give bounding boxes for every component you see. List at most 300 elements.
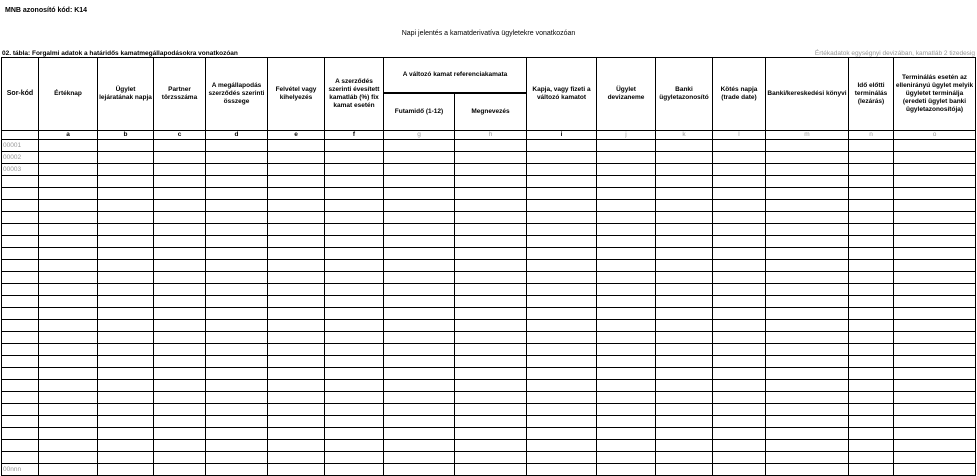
data-cell[interactable]	[206, 440, 268, 452]
data-cell[interactable]	[894, 440, 976, 452]
data-cell[interactable]	[656, 464, 713, 476]
data-cell[interactable]	[597, 224, 656, 236]
data-cell[interactable]	[268, 272, 325, 284]
data-cell[interactable]	[268, 236, 325, 248]
data-cell[interactable]	[894, 452, 976, 464]
data-cell[interactable]	[384, 164, 455, 176]
data-cell[interactable]	[766, 428, 849, 440]
data-cell[interactable]	[39, 404, 98, 416]
data-cell[interactable]	[154, 392, 206, 404]
data-cell[interactable]	[98, 320, 154, 332]
data-cell[interactable]	[206, 308, 268, 320]
data-cell[interactable]	[98, 140, 154, 152]
data-cell[interactable]	[384, 440, 455, 452]
data-cell[interactable]	[713, 464, 766, 476]
data-cell[interactable]	[39, 212, 98, 224]
data-cell[interactable]	[527, 272, 597, 284]
data-cell[interactable]	[455, 332, 527, 344]
data-cell[interactable]	[597, 176, 656, 188]
data-cell[interactable]	[98, 164, 154, 176]
data-cell[interactable]	[455, 392, 527, 404]
data-cell[interactable]	[894, 248, 976, 260]
data-cell[interactable]	[154, 428, 206, 440]
data-cell[interactable]	[98, 224, 154, 236]
data-cell[interactable]	[597, 164, 656, 176]
data-cell[interactable]	[849, 344, 894, 356]
data-cell[interactable]	[656, 176, 713, 188]
data-cell[interactable]	[325, 284, 384, 296]
data-cell[interactable]	[154, 296, 206, 308]
data-cell[interactable]	[206, 356, 268, 368]
data-cell[interactable]	[766, 212, 849, 224]
data-cell[interactable]	[154, 416, 206, 428]
data-cell[interactable]	[713, 308, 766, 320]
data-cell[interactable]	[766, 356, 849, 368]
data-cell[interactable]	[154, 332, 206, 344]
data-cell[interactable]	[325, 308, 384, 320]
data-cell[interactable]	[154, 284, 206, 296]
data-cell[interactable]	[713, 284, 766, 296]
data-cell[interactable]	[527, 428, 597, 440]
data-cell[interactable]	[98, 428, 154, 440]
data-cell[interactable]	[154, 236, 206, 248]
data-cell[interactable]	[384, 188, 455, 200]
data-cell[interactable]	[849, 236, 894, 248]
data-cell[interactable]	[713, 356, 766, 368]
data-cell[interactable]	[39, 368, 98, 380]
data-cell[interactable]	[455, 428, 527, 440]
data-cell[interactable]	[766, 176, 849, 188]
data-cell[interactable]	[206, 368, 268, 380]
data-cell[interactable]	[656, 332, 713, 344]
data-cell[interactable]	[384, 296, 455, 308]
data-cell[interactable]	[206, 188, 268, 200]
data-cell[interactable]	[713, 440, 766, 452]
data-cell[interactable]	[39, 464, 98, 476]
data-cell[interactable]	[597, 404, 656, 416]
data-cell[interactable]	[39, 188, 98, 200]
data-cell[interactable]	[384, 284, 455, 296]
data-cell[interactable]	[849, 440, 894, 452]
data-cell[interactable]	[849, 296, 894, 308]
data-cell[interactable]	[766, 344, 849, 356]
data-cell[interactable]	[39, 272, 98, 284]
data-cell[interactable]	[766, 368, 849, 380]
data-cell[interactable]	[268, 464, 325, 476]
data-cell[interactable]	[98, 404, 154, 416]
data-cell[interactable]	[894, 140, 976, 152]
data-cell[interactable]	[325, 320, 384, 332]
data-cell[interactable]	[849, 224, 894, 236]
data-cell[interactable]	[455, 344, 527, 356]
data-cell[interactable]	[849, 308, 894, 320]
data-cell[interactable]	[268, 284, 325, 296]
data-cell[interactable]	[849, 416, 894, 428]
data-cell[interactable]	[766, 284, 849, 296]
data-cell[interactable]	[455, 296, 527, 308]
data-cell[interactable]	[656, 308, 713, 320]
data-cell[interactable]	[894, 332, 976, 344]
data-cell[interactable]	[268, 188, 325, 200]
data-cell[interactable]	[206, 284, 268, 296]
data-cell[interactable]	[656, 224, 713, 236]
data-cell[interactable]	[713, 320, 766, 332]
data-cell[interactable]	[39, 176, 98, 188]
data-cell[interactable]	[597, 392, 656, 404]
data-cell[interactable]	[527, 188, 597, 200]
data-cell[interactable]	[206, 152, 268, 164]
data-cell[interactable]	[98, 464, 154, 476]
data-cell[interactable]	[206, 296, 268, 308]
data-cell[interactable]	[384, 452, 455, 464]
data-cell[interactable]	[713, 368, 766, 380]
data-cell[interactable]	[39, 452, 98, 464]
data-cell[interactable]	[98, 332, 154, 344]
data-cell[interactable]	[98, 212, 154, 224]
data-cell[interactable]	[766, 248, 849, 260]
data-cell[interactable]	[455, 452, 527, 464]
data-cell[interactable]	[384, 272, 455, 284]
data-cell[interactable]	[766, 152, 849, 164]
data-cell[interactable]	[597, 440, 656, 452]
data-cell[interactable]	[325, 452, 384, 464]
data-cell[interactable]	[39, 320, 98, 332]
data-cell[interactable]	[98, 200, 154, 212]
data-cell[interactable]	[527, 152, 597, 164]
data-cell[interactable]	[98, 188, 154, 200]
data-cell[interactable]	[766, 440, 849, 452]
data-cell[interactable]	[384, 236, 455, 248]
data-cell[interactable]	[656, 260, 713, 272]
data-cell[interactable]	[154, 188, 206, 200]
data-cell[interactable]	[268, 392, 325, 404]
data-cell[interactable]	[766, 380, 849, 392]
data-cell[interactable]	[766, 464, 849, 476]
data-cell[interactable]	[656, 416, 713, 428]
data-cell[interactable]	[268, 260, 325, 272]
data-cell[interactable]	[713, 392, 766, 404]
data-cell[interactable]	[154, 152, 206, 164]
data-cell[interactable]	[527, 404, 597, 416]
data-cell[interactable]	[325, 200, 384, 212]
data-cell[interactable]	[206, 392, 268, 404]
data-cell[interactable]	[268, 368, 325, 380]
data-cell[interactable]	[455, 308, 527, 320]
data-cell[interactable]	[597, 200, 656, 212]
data-cell[interactable]	[268, 380, 325, 392]
data-cell[interactable]	[713, 332, 766, 344]
data-cell[interactable]	[455, 200, 527, 212]
data-cell[interactable]	[894, 428, 976, 440]
data-cell[interactable]	[206, 200, 268, 212]
data-cell[interactable]	[268, 152, 325, 164]
data-cell[interactable]	[39, 308, 98, 320]
data-cell[interactable]	[766, 392, 849, 404]
data-cell[interactable]	[455, 212, 527, 224]
data-cell[interactable]	[455, 464, 527, 476]
data-cell[interactable]	[325, 464, 384, 476]
data-cell[interactable]	[849, 200, 894, 212]
data-cell[interactable]	[325, 176, 384, 188]
data-cell[interactable]	[325, 332, 384, 344]
data-cell[interactable]	[597, 416, 656, 428]
data-cell[interactable]	[894, 152, 976, 164]
data-cell[interactable]	[713, 164, 766, 176]
data-cell[interactable]	[656, 356, 713, 368]
data-cell[interactable]	[39, 392, 98, 404]
data-cell[interactable]	[268, 320, 325, 332]
data-cell[interactable]	[206, 320, 268, 332]
data-cell[interactable]	[98, 284, 154, 296]
data-cell[interactable]	[268, 248, 325, 260]
data-cell[interactable]	[849, 392, 894, 404]
data-cell[interactable]	[766, 308, 849, 320]
data-cell[interactable]	[206, 224, 268, 236]
data-cell[interactable]	[766, 224, 849, 236]
data-cell[interactable]	[455, 356, 527, 368]
data-cell[interactable]	[656, 296, 713, 308]
data-cell[interactable]	[206, 428, 268, 440]
data-cell[interactable]	[597, 308, 656, 320]
data-cell[interactable]	[527, 356, 597, 368]
data-cell[interactable]	[849, 152, 894, 164]
data-cell[interactable]	[325, 224, 384, 236]
data-cell[interactable]	[597, 188, 656, 200]
data-cell[interactable]	[384, 212, 455, 224]
data-cell[interactable]	[527, 176, 597, 188]
data-cell[interactable]	[713, 260, 766, 272]
data-cell[interactable]	[98, 152, 154, 164]
data-cell[interactable]	[268, 332, 325, 344]
data-cell[interactable]	[597, 452, 656, 464]
data-cell[interactable]	[849, 248, 894, 260]
data-cell[interactable]	[154, 200, 206, 212]
data-cell[interactable]	[656, 284, 713, 296]
data-cell[interactable]	[766, 296, 849, 308]
data-cell[interactable]	[849, 380, 894, 392]
data-cell[interactable]	[206, 380, 268, 392]
data-cell[interactable]	[656, 188, 713, 200]
data-cell[interactable]	[455, 380, 527, 392]
data-cell[interactable]	[597, 296, 656, 308]
data-cell[interactable]	[656, 344, 713, 356]
data-cell[interactable]	[455, 260, 527, 272]
data-cell[interactable]	[268, 416, 325, 428]
data-cell[interactable]	[656, 320, 713, 332]
data-cell[interactable]	[713, 452, 766, 464]
data-cell[interactable]	[713, 248, 766, 260]
data-cell[interactable]	[455, 236, 527, 248]
data-cell[interactable]	[154, 320, 206, 332]
data-cell[interactable]	[656, 404, 713, 416]
data-cell[interactable]	[206, 176, 268, 188]
data-cell[interactable]	[268, 200, 325, 212]
data-cell[interactable]	[849, 284, 894, 296]
data-cell[interactable]	[766, 404, 849, 416]
data-cell[interactable]	[713, 152, 766, 164]
data-cell[interactable]	[597, 332, 656, 344]
data-cell[interactable]	[597, 344, 656, 356]
data-cell[interactable]	[206, 140, 268, 152]
data-cell[interactable]	[39, 380, 98, 392]
data-cell[interactable]	[325, 380, 384, 392]
data-cell[interactable]	[268, 176, 325, 188]
data-cell[interactable]	[527, 140, 597, 152]
data-cell[interactable]	[455, 440, 527, 452]
data-cell[interactable]	[713, 140, 766, 152]
data-cell[interactable]	[384, 416, 455, 428]
data-cell[interactable]	[597, 272, 656, 284]
data-cell[interactable]	[384, 260, 455, 272]
data-cell[interactable]	[527, 200, 597, 212]
data-cell[interactable]	[766, 164, 849, 176]
data-cell[interactable]	[766, 260, 849, 272]
data-cell[interactable]	[206, 452, 268, 464]
data-cell[interactable]	[154, 344, 206, 356]
data-cell[interactable]	[849, 140, 894, 152]
data-cell[interactable]	[39, 164, 98, 176]
data-cell[interactable]	[98, 236, 154, 248]
data-cell[interactable]	[206, 332, 268, 344]
data-cell[interactable]	[384, 224, 455, 236]
data-cell[interactable]	[455, 224, 527, 236]
data-cell[interactable]	[766, 452, 849, 464]
data-cell[interactable]	[656, 140, 713, 152]
data-cell[interactable]	[527, 248, 597, 260]
data-cell[interactable]	[766, 140, 849, 152]
data-cell[interactable]	[325, 404, 384, 416]
data-cell[interactable]	[766, 188, 849, 200]
data-cell[interactable]	[39, 284, 98, 296]
data-cell[interactable]	[325, 272, 384, 284]
data-cell[interactable]	[656, 440, 713, 452]
data-cell[interactable]	[894, 200, 976, 212]
data-cell[interactable]	[325, 188, 384, 200]
data-cell[interactable]	[849, 188, 894, 200]
data-cell[interactable]	[206, 404, 268, 416]
data-cell[interactable]	[455, 176, 527, 188]
data-cell[interactable]	[656, 428, 713, 440]
data-cell[interactable]	[597, 284, 656, 296]
data-cell[interactable]	[527, 236, 597, 248]
data-cell[interactable]	[597, 380, 656, 392]
data-cell[interactable]	[894, 296, 976, 308]
data-cell[interactable]	[206, 236, 268, 248]
data-cell[interactable]	[894, 404, 976, 416]
data-cell[interactable]	[656, 380, 713, 392]
data-cell[interactable]	[154, 368, 206, 380]
data-cell[interactable]	[894, 284, 976, 296]
data-cell[interactable]	[597, 152, 656, 164]
data-cell[interactable]	[656, 392, 713, 404]
data-cell[interactable]	[268, 224, 325, 236]
data-cell[interactable]	[98, 368, 154, 380]
data-cell[interactable]	[154, 380, 206, 392]
data-cell[interactable]	[154, 356, 206, 368]
data-cell[interactable]	[527, 344, 597, 356]
data-cell[interactable]	[98, 248, 154, 260]
data-cell[interactable]	[154, 176, 206, 188]
data-cell[interactable]	[325, 152, 384, 164]
data-cell[interactable]	[527, 260, 597, 272]
data-cell[interactable]	[206, 212, 268, 224]
data-cell[interactable]	[527, 164, 597, 176]
data-cell[interactable]	[39, 140, 98, 152]
data-cell[interactable]	[206, 416, 268, 428]
data-cell[interactable]	[713, 380, 766, 392]
data-cell[interactable]	[527, 392, 597, 404]
data-cell[interactable]	[527, 464, 597, 476]
data-cell[interactable]	[455, 320, 527, 332]
data-cell[interactable]	[268, 212, 325, 224]
data-cell[interactable]	[325, 416, 384, 428]
data-cell[interactable]	[268, 308, 325, 320]
data-cell[interactable]	[849, 464, 894, 476]
data-cell[interactable]	[527, 320, 597, 332]
data-cell[interactable]	[713, 296, 766, 308]
data-cell[interactable]	[325, 248, 384, 260]
data-cell[interactable]	[597, 236, 656, 248]
data-cell[interactable]	[527, 296, 597, 308]
data-cell[interactable]	[766, 320, 849, 332]
data-cell[interactable]	[98, 176, 154, 188]
data-cell[interactable]	[39, 356, 98, 368]
data-cell[interactable]	[597, 356, 656, 368]
data-cell[interactable]	[268, 296, 325, 308]
data-cell[interactable]	[849, 452, 894, 464]
data-cell[interactable]	[766, 332, 849, 344]
data-cell[interactable]	[597, 248, 656, 260]
data-cell[interactable]	[713, 176, 766, 188]
data-cell[interactable]	[39, 200, 98, 212]
data-cell[interactable]	[766, 200, 849, 212]
data-cell[interactable]	[325, 356, 384, 368]
data-cell[interactable]	[268, 344, 325, 356]
data-cell[interactable]	[455, 272, 527, 284]
data-cell[interactable]	[154, 224, 206, 236]
data-cell[interactable]	[384, 380, 455, 392]
data-cell[interactable]	[894, 380, 976, 392]
data-cell[interactable]	[597, 212, 656, 224]
data-cell[interactable]	[154, 440, 206, 452]
data-cell[interactable]	[597, 368, 656, 380]
data-cell[interactable]	[656, 164, 713, 176]
data-cell[interactable]	[384, 152, 455, 164]
data-cell[interactable]	[597, 464, 656, 476]
data-cell[interactable]	[98, 392, 154, 404]
data-cell[interactable]	[384, 320, 455, 332]
data-cell[interactable]	[154, 140, 206, 152]
data-cell[interactable]	[849, 368, 894, 380]
data-cell[interactable]	[766, 272, 849, 284]
data-cell[interactable]	[39, 440, 98, 452]
data-cell[interactable]	[325, 392, 384, 404]
data-cell[interactable]	[713, 428, 766, 440]
data-cell[interactable]	[384, 140, 455, 152]
data-cell[interactable]	[455, 164, 527, 176]
data-cell[interactable]	[527, 224, 597, 236]
data-cell[interactable]	[713, 416, 766, 428]
data-cell[interactable]	[656, 212, 713, 224]
data-cell[interactable]	[849, 404, 894, 416]
data-cell[interactable]	[268, 452, 325, 464]
data-cell[interactable]	[713, 236, 766, 248]
data-cell[interactable]	[656, 248, 713, 260]
data-cell[interactable]	[325, 260, 384, 272]
data-cell[interactable]	[713, 344, 766, 356]
data-cell[interactable]	[325, 344, 384, 356]
data-cell[interactable]	[894, 212, 976, 224]
